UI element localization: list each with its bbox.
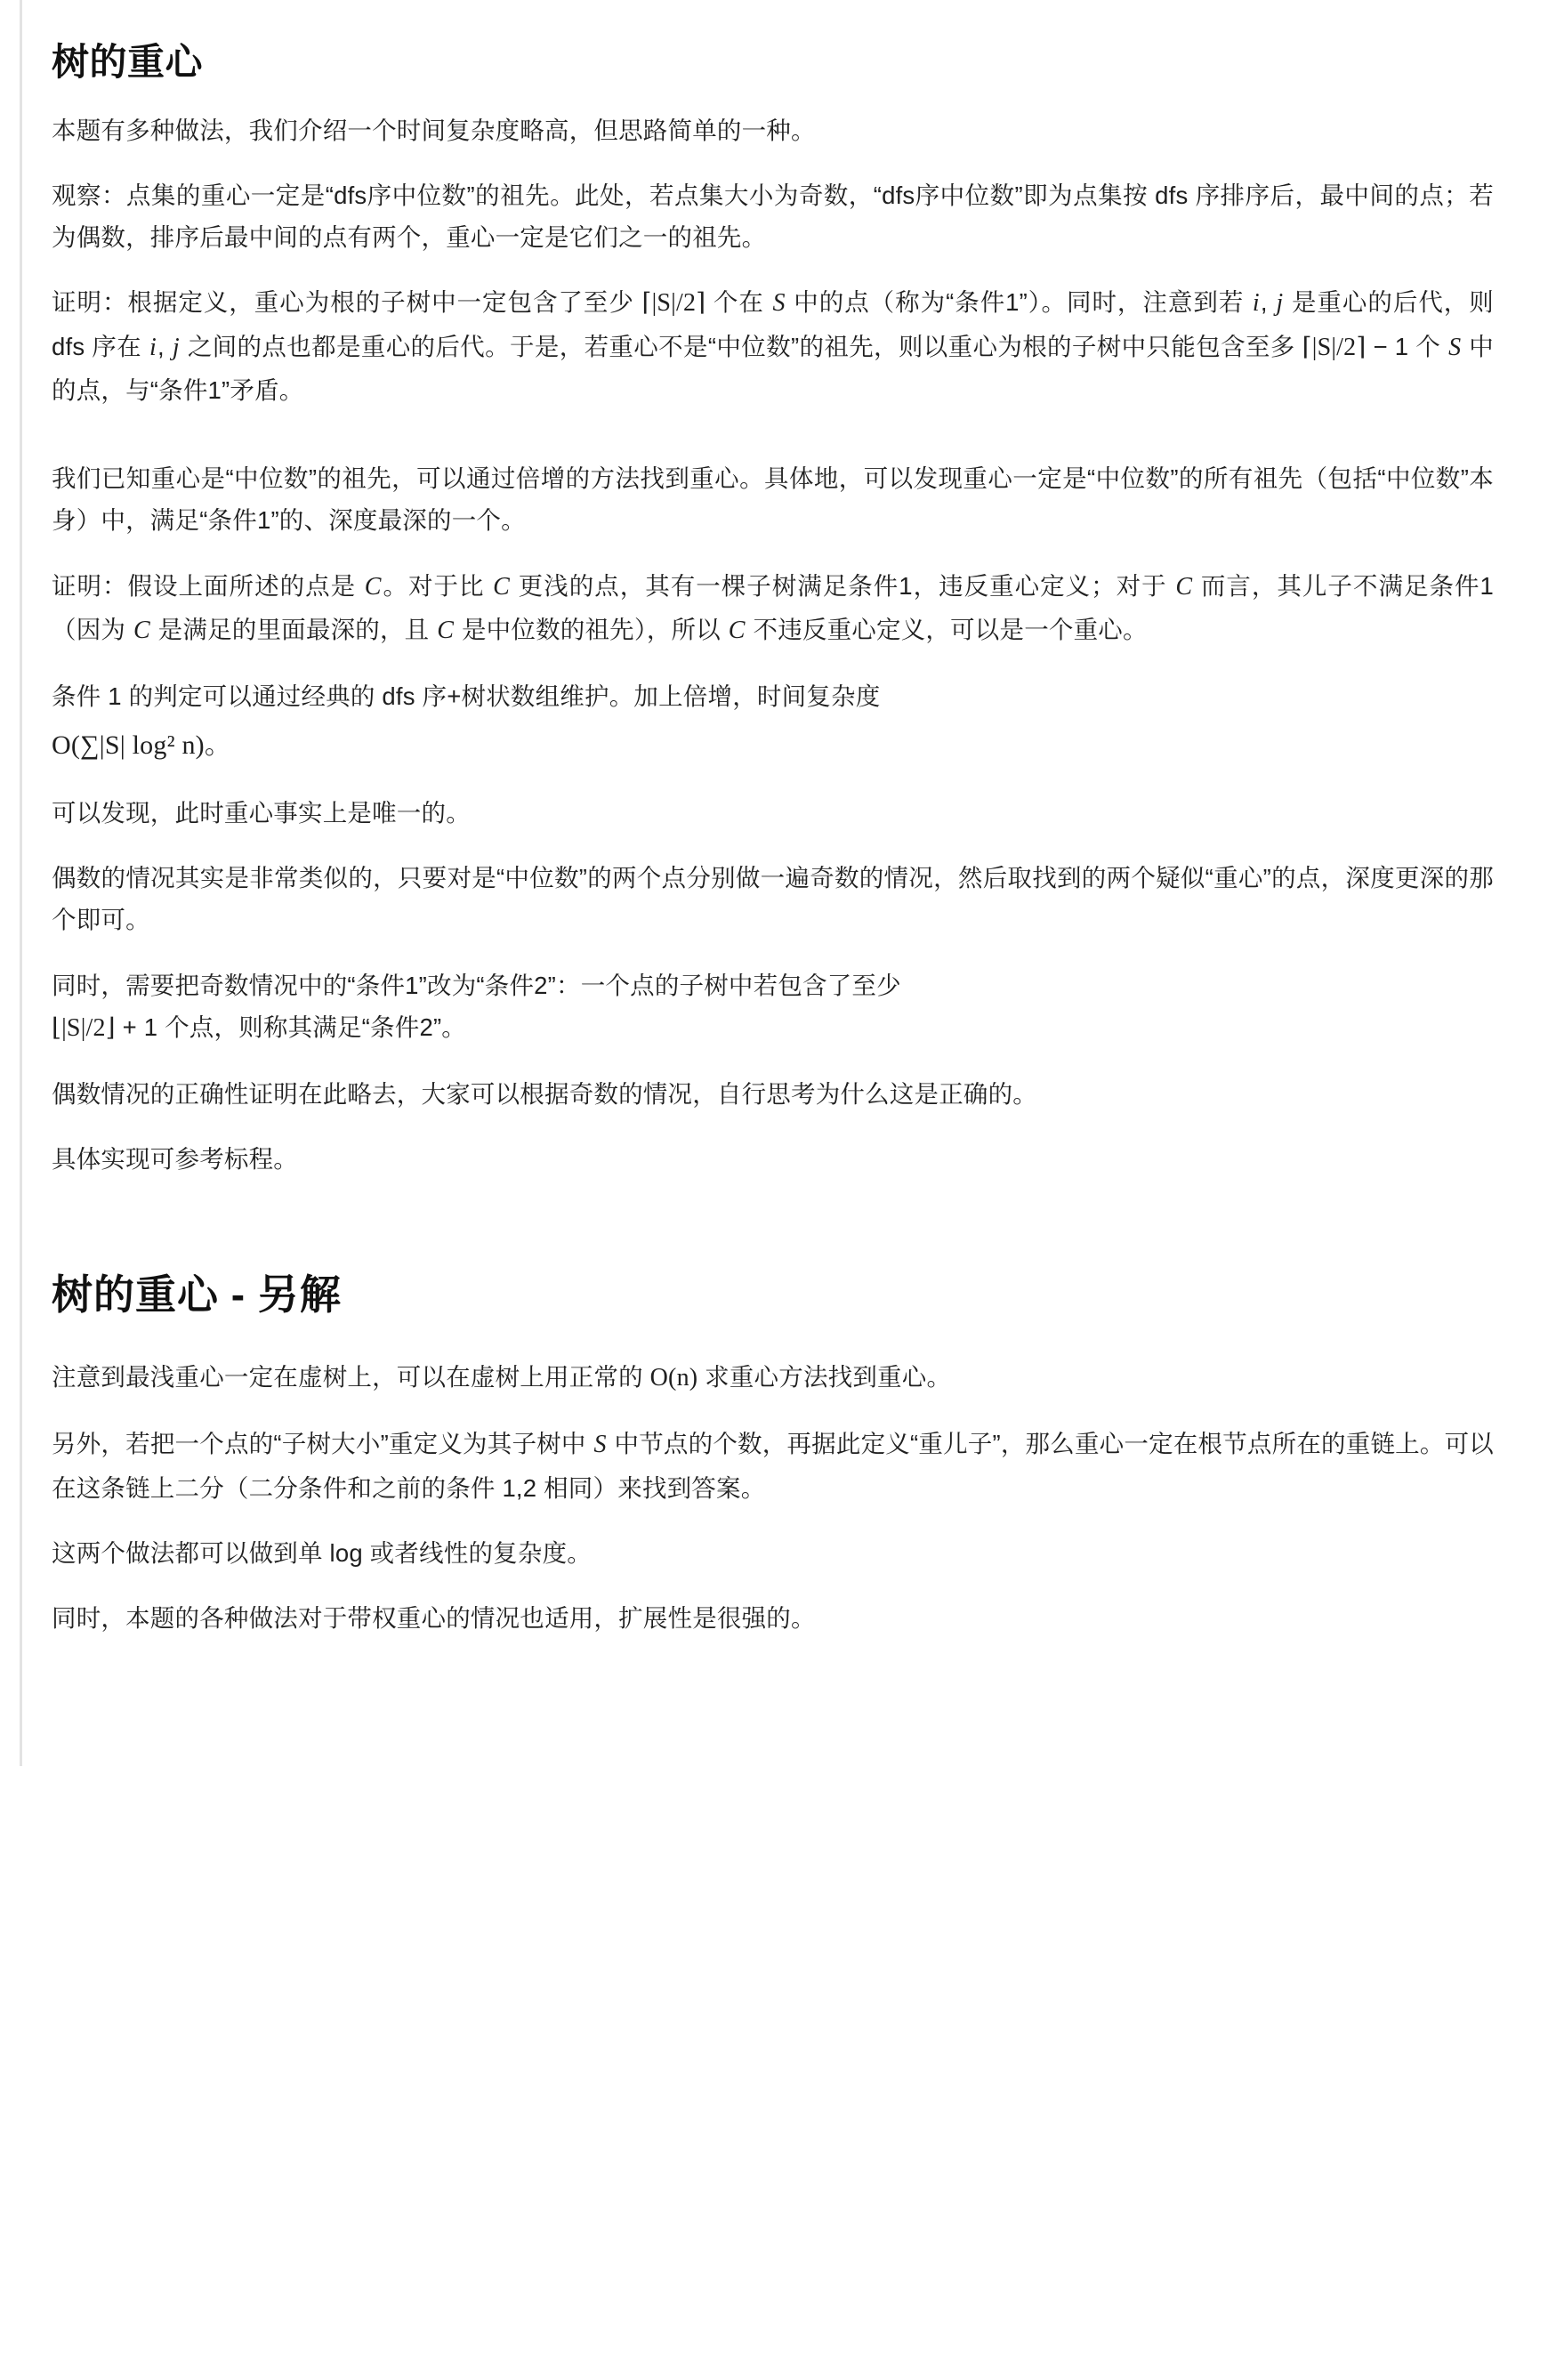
math-c-3: C <box>1175 572 1193 601</box>
math-j-1: j <box>1276 289 1284 318</box>
math-s-1: S <box>772 289 786 318</box>
proof1-text-i: 中的点，与“条件1”矛盾。 <box>52 332 1494 404</box>
math-complexity <box>52 722 1494 769</box>
math-floor-half-s: ⌊|S|/2⌋ <box>52 1013 116 1042</box>
page-title-alt: 树的重心 - 另解 <box>52 1271 342 1318</box>
section-divider <box>52 1204 1494 1270</box>
proof2-text-e: 是满足的里面最深的，且 <box>150 615 437 643</box>
paragraph-uniqueness: 可以发现，此时重心事实上是唯一的。 <box>52 798 471 827</box>
proof1-text-e: 是重心的后代，则 dfs 序在 <box>52 288 1494 360</box>
math-c-6: C <box>728 616 746 644</box>
math-i-1: i <box>1252 289 1260 318</box>
proof2-text-g: 不违反重心定义，可以是一个重心。 <box>746 615 1148 643</box>
alt1-text-a: 注意到最浅重心一定在虚树上，可以在虚树上用正常的 <box>52 1363 650 1392</box>
math-c-2: C <box>493 572 511 601</box>
alt1-text-b: 求重心方法找到重心。 <box>697 1363 952 1392</box>
math-j-2: j <box>172 333 180 361</box>
paragraph-complexity <box>52 675 1494 769</box>
paragraph-virtual-tree <box>52 1356 1494 1400</box>
cond2-text-b: + 1 个点，则称其满足“条件2”。 <box>115 1013 466 1041</box>
paragraph-heavy-chain <box>52 1423 1494 1508</box>
proof1-text-g: 之间的点也都是重心的后代。于是，若重心不是“中位数”的祖先，则以重心为根的子树中只能包含至多 <box>180 332 1302 360</box>
paragraph-even-case: 偶数的情况其实是非常类似的，只要对是“中位数”的两个点分别做一遍奇数的情况，然后取找到的两个疑似“重心”的点，深度更深的那个即可。 <box>52 864 1494 934</box>
complexity-text-a: 条件 1 的判定可以通过经典的 dfs 序+树状数组维护。加上倍增，时间复杂度 <box>52 682 881 710</box>
spacer <box>52 434 1494 457</box>
math-s-2: S <box>1448 333 1462 361</box>
proof1-text-h: − 1 个 <box>1366 332 1448 360</box>
math-ceil-half-s-1: ⌈|S|/2⌉ <box>641 289 706 318</box>
proof1-text-b: 个在 <box>705 288 772 317</box>
proof2-text-d: 而言，其儿子不满足条件1（因为 <box>52 571 1494 643</box>
paragraph-proof-2 <box>52 565 1494 652</box>
math-ceil-half-s-2: ⌈|S|/2⌉ <box>1302 333 1367 361</box>
paragraph-single-log: 这两个做法都可以做到单 log 或者线性的复杂度。 <box>52 1538 592 1567</box>
paragraph-observation: 观察：点集的重心一定是“dfs序中位数”的祖先。此处，若点集大小为奇数，“dfs序中位数”即为点集按 dfs 序排序后，最中间的点；若为偶数，排序后最中间的点有两个，重心一定是它们之一的祖先。 <box>52 181 1494 252</box>
math-s-3: S <box>593 1431 607 1459</box>
proof1-text-c: 中的点（称为“条件1”）。同时，注意到若 <box>786 288 1252 317</box>
proof1-text-f: , <box>157 332 172 360</box>
left-vertical-rule <box>20 0 22 1766</box>
proof2-text-a: 证明：假设上面所述的点是 <box>52 571 364 600</box>
cond2-text-a: 同时，需要把奇数情况中的“条件1”改为“条件2”：一个点的子树中若包含了至少 <box>52 971 901 999</box>
paragraph-even-proof-omitted: 偶数情况的正确性证明在此略去，大家可以根据奇数的情况，自行思考为什么这是正确的。 <box>52 1080 1037 1109</box>
paragraph-reference-solution: 具体实现可参考标程。 <box>52 1145 298 1174</box>
proof1-text-d: , <box>1260 288 1276 317</box>
paragraph-intro: 本题有多种做法，我们介绍一个时间复杂度略高，但思路简单的一种。 <box>52 116 816 144</box>
proof2-text-b: 。对于比 <box>382 571 493 600</box>
math-complexity-expr: O(∑|S| log² n) <box>52 730 205 761</box>
paragraph-weighted-extension: 同时，本题的各种做法对于带权重心的情况也适用，扩展性是很强的。 <box>52 1604 816 1633</box>
alt2-text-b: 中节点的个数，再据此定义“重儿子”，那么重心一定在根节点所在的重链上。可以在这条链上二分（二分条件和之前的条件 1,2 相同）来找到答案。 <box>52 1430 1494 1502</box>
math-c-5: C <box>437 616 455 644</box>
paragraph-proof-1 <box>52 281 1494 411</box>
proof1-text-a: 证明：根据定义，重心为根的子树中一定包含了至少 <box>52 288 642 317</box>
math-o-n: O(n) <box>649 1364 698 1392</box>
math-i-2: i <box>149 333 157 361</box>
math-c-4: C <box>133 616 150 644</box>
paragraph-doubling: 我们已知重心是“中位数”的祖先，可以通过倍增的方法找到重心。具体地，可以发现重心一定是“中位数”的所有祖先（包括“中位数”本身）中，满足“条件1”的、深度最深的一个。 <box>52 464 1494 535</box>
page-title: 树的重心 <box>52 41 204 83</box>
paragraph-condition-2 <box>52 964 1494 1050</box>
alt2-text-a: 另外，若把一个点的“子树大小”重定义为其子树中 <box>52 1430 593 1458</box>
proof2-text-c: 更浅的点，其有一棵子树满足条件1，违反重心定义；对于 <box>511 571 1175 600</box>
complexity-text-b: 。 <box>204 730 232 761</box>
proof2-text-f: 是中位数的祖先），所以 <box>455 615 728 643</box>
math-c-1: C <box>364 572 382 601</box>
